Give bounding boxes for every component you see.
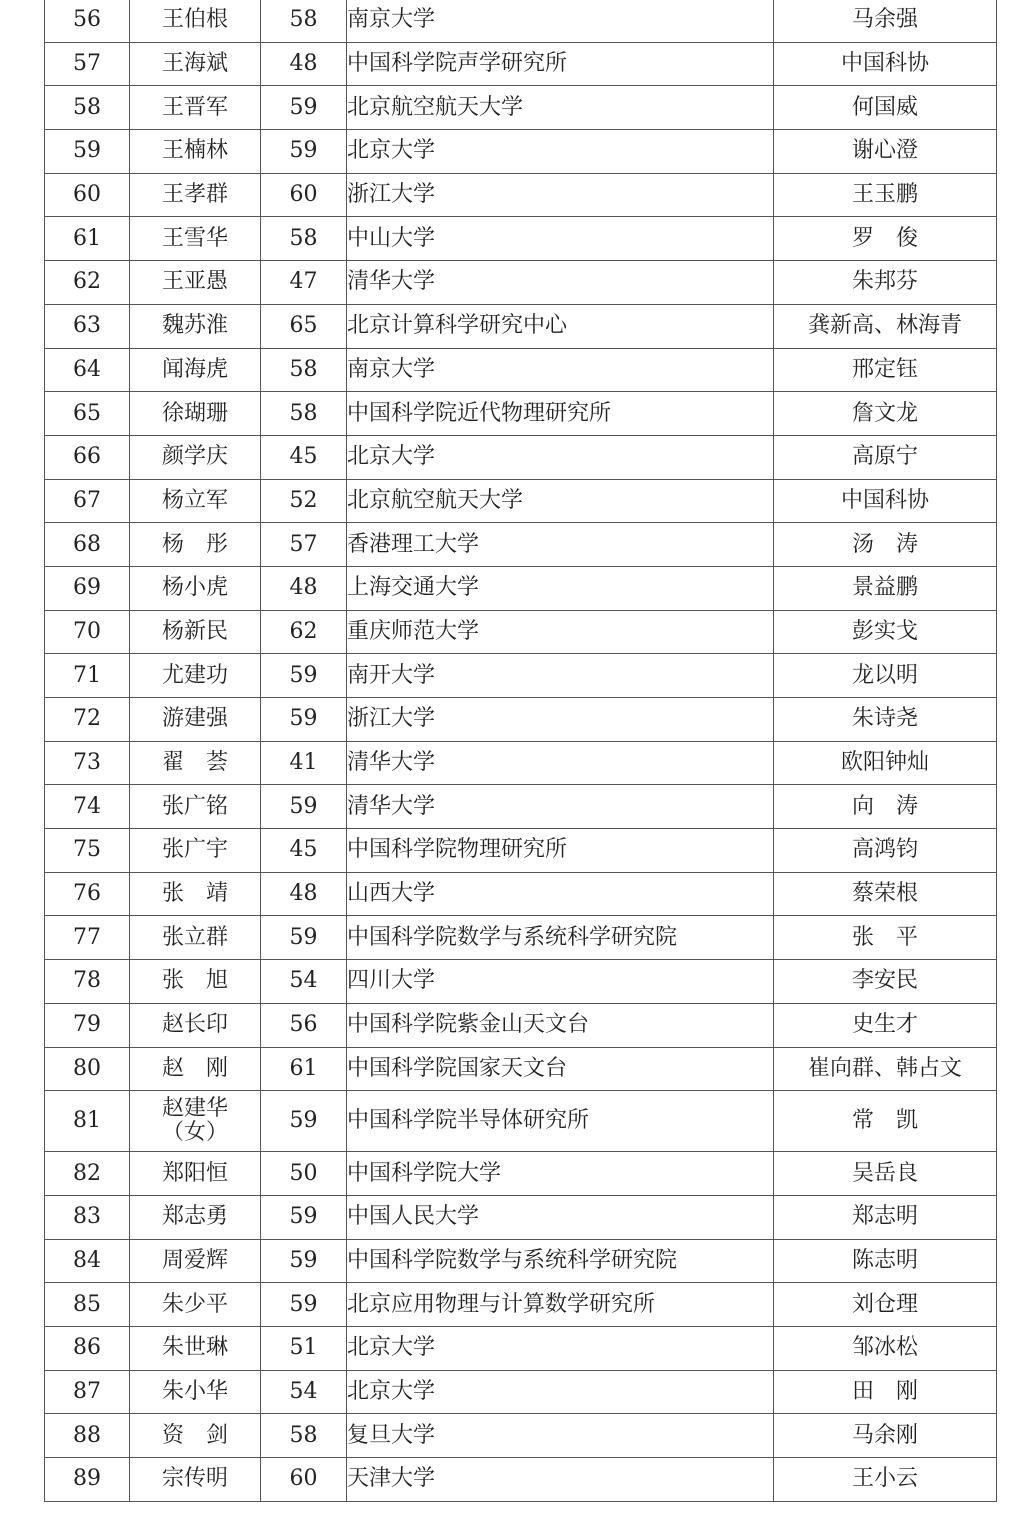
nominator: 龙以明 (774, 654, 997, 698)
candidate-institution: 南京大学 (347, 348, 774, 392)
nominator: 蔡荣根 (774, 872, 997, 916)
candidate-name: 张 靖 (130, 872, 261, 916)
nominator: 欧阳钟灿 (774, 741, 997, 785)
candidate-age: 52 (261, 479, 347, 523)
candidate-name: 周爱辉 (130, 1239, 261, 1283)
nominator: 马余刚 (774, 1414, 997, 1458)
nominator: 中国科协 (774, 42, 997, 86)
candidate-age: 50 (261, 1152, 347, 1196)
candidate-name: 朱小华 (130, 1370, 261, 1414)
table-row (45, 566, 997, 610)
table-row (45, 392, 997, 436)
candidate-name (130, 1091, 261, 1152)
row-number: 67 (45, 479, 130, 523)
row-number: 64 (45, 348, 130, 392)
candidate-institution: 北京大学 (347, 1326, 774, 1370)
table-row (45, 1239, 997, 1283)
nominator: 郑志明 (774, 1195, 997, 1239)
row-number: 62 (45, 261, 130, 305)
candidate-name: 尤建功 (130, 654, 261, 698)
table-row (45, 304, 997, 348)
candidate-age: 58 (261, 392, 347, 436)
table-row (45, 785, 997, 829)
candidate-name: 郑阳恒 (130, 1152, 261, 1196)
candidate-age: 45 (261, 829, 347, 873)
candidate-age: 59 (261, 1239, 347, 1283)
candidate-age: 59 (261, 1283, 347, 1327)
candidate-name: 王亚愚 (130, 261, 261, 305)
nominator: 邢定钰 (774, 348, 997, 392)
nominator: 詹文龙 (774, 392, 997, 436)
candidate-name: 杨 彤 (130, 523, 261, 567)
candidate-name: 王晋军 (130, 86, 261, 130)
candidate-name: 王楠林 (130, 130, 261, 174)
candidate-name: 郑志勇 (130, 1195, 261, 1239)
candidate-institution: 北京应用物理与计算数学研究所 (347, 1283, 774, 1327)
candidate-age: 56 (261, 1003, 347, 1047)
candidate-age: 51 (261, 1326, 347, 1370)
row-number: 82 (45, 1152, 130, 1196)
row-number: 77 (45, 916, 130, 960)
nominator: 王小云 (774, 1458, 997, 1502)
candidate-name: 王孝群 (130, 173, 261, 217)
table-row (45, 829, 997, 873)
nominator: 刘仓理 (774, 1283, 997, 1327)
table-row (45, 1047, 997, 1091)
candidate-age: 59 (261, 698, 347, 742)
candidate-age: 59 (261, 1091, 347, 1152)
table-row (45, 1414, 997, 1458)
nominator: 马余强 (774, 0, 997, 42)
candidate-name: 杨小虎 (130, 566, 261, 610)
candidate-institution: 清华大学 (347, 741, 774, 785)
nominator: 汤 涛 (774, 523, 997, 567)
row-number: 60 (45, 173, 130, 217)
table-row (45, 872, 997, 916)
candidate-age: 58 (261, 0, 347, 42)
table-row (45, 1091, 997, 1152)
candidate-name: 王雪华 (130, 217, 261, 261)
candidate-name: 杨新民 (130, 610, 261, 654)
candidate-institution: 清华大学 (347, 261, 774, 305)
table-row (45, 1326, 997, 1370)
row-number: 83 (45, 1195, 130, 1239)
table-row (45, 654, 997, 698)
candidate-institution: 清华大学 (347, 785, 774, 829)
candidate-age: 60 (261, 173, 347, 217)
nominator: 中国科协 (774, 479, 997, 523)
candidate-name: 游建强 (130, 698, 261, 742)
row-number: 66 (45, 435, 130, 479)
table-row (45, 1283, 997, 1327)
candidate-age: 54 (261, 960, 347, 1004)
candidate-table (44, 0, 997, 1502)
candidate-age: 57 (261, 523, 347, 567)
row-number: 79 (45, 1003, 130, 1047)
candidate-age: 59 (261, 86, 347, 130)
nominator: 朱诗尧 (774, 698, 997, 742)
table-row (45, 348, 997, 392)
candidate-name: 张立群 (130, 916, 261, 960)
nominator: 高鸿钧 (774, 829, 997, 873)
candidate-name: 王伯根 (130, 0, 261, 42)
row-number: 88 (45, 1414, 130, 1458)
nominator: 张 平 (774, 916, 997, 960)
row-number: 80 (45, 1047, 130, 1091)
nominator: 田 刚 (774, 1370, 997, 1414)
nominator: 邹冰松 (774, 1326, 997, 1370)
nominator: 朱邦芬 (774, 261, 997, 305)
row-number: 72 (45, 698, 130, 742)
candidate-age: 58 (261, 348, 347, 392)
candidate-institution: 中国科学院物理研究所 (347, 829, 774, 873)
candidate-institution: 中国科学院声学研究所 (347, 42, 774, 86)
candidate-institution: 中国科学院大学 (347, 1152, 774, 1196)
row-number: 57 (45, 42, 130, 86)
candidate-name: 王海斌 (130, 42, 261, 86)
candidate-institution: 中国科学院数学与系统科学研究院 (347, 916, 774, 960)
table-row (45, 698, 997, 742)
candidate-name: 宗传明 (130, 1458, 261, 1502)
candidate-institution: 南开大学 (347, 654, 774, 698)
candidate-age: 65 (261, 304, 347, 348)
nominator: 向 涛 (774, 785, 997, 829)
candidate-name: 闻海虎 (130, 348, 261, 392)
candidate-table-body (45, 0, 997, 1501)
candidate-institution: 中国科学院数学与系统科学研究院 (347, 1239, 774, 1283)
nominator: 景益鹏 (774, 566, 997, 610)
candidate-institution: 北京大学 (347, 1370, 774, 1414)
candidate-institution: 天津大学 (347, 1458, 774, 1502)
candidate-age: 41 (261, 741, 347, 785)
row-number: 78 (45, 960, 130, 1004)
candidate-institution: 复旦大学 (347, 1414, 774, 1458)
table-row (45, 0, 997, 42)
candidate-institution: 香港理工大学 (347, 523, 774, 567)
table-row (45, 479, 997, 523)
nominator: 常 凯 (774, 1091, 997, 1152)
candidate-institution: 北京航空航天大学 (347, 479, 774, 523)
candidate-age: 59 (261, 130, 347, 174)
table-row (45, 42, 997, 86)
nominator: 龚新高、林海青 (774, 304, 997, 348)
candidate-age: 60 (261, 1458, 347, 1502)
table-row (45, 610, 997, 654)
row-number: 70 (45, 610, 130, 654)
row-number: 73 (45, 741, 130, 785)
row-number: 61 (45, 217, 130, 261)
candidate-name: 资 剑 (130, 1414, 261, 1458)
candidate-age: 47 (261, 261, 347, 305)
table-row (45, 173, 997, 217)
nominator: 高原宁 (774, 435, 997, 479)
candidate-institution: 中山大学 (347, 217, 774, 261)
candidate-name: 翟 荟 (130, 741, 261, 785)
nominator: 罗 俊 (774, 217, 997, 261)
nominator: 彭实戈 (774, 610, 997, 654)
candidate-institution: 上海交通大学 (347, 566, 774, 610)
candidate-institution: 中国人民大学 (347, 1195, 774, 1239)
table-row (45, 1152, 997, 1196)
nominator: 陈志明 (774, 1239, 997, 1283)
candidate-institution: 重庆师范大学 (347, 610, 774, 654)
candidate-name: 赵 刚 (130, 1047, 261, 1091)
candidate-age: 45 (261, 435, 347, 479)
candidate-name: 张 旭 (130, 960, 261, 1004)
candidate-institution: 中国科学院半导体研究所 (347, 1091, 774, 1152)
candidate-gender-note: （女） (161, 1120, 228, 1146)
row-number: 89 (45, 1458, 130, 1502)
row-number: 59 (45, 130, 130, 174)
candidate-name: 颜学庆 (130, 435, 261, 479)
candidate-age: 48 (261, 42, 347, 86)
row-number: 76 (45, 872, 130, 916)
candidate-name: 魏苏淮 (130, 304, 261, 348)
table-row (45, 1370, 997, 1414)
candidate-institution: 中国科学院国家天文台 (347, 1047, 774, 1091)
candidate-name: 赵长印 (130, 1003, 261, 1047)
candidate-institution: 北京大学 (347, 130, 774, 174)
candidate-age: 59 (261, 1195, 347, 1239)
candidate-name: 杨立军 (130, 479, 261, 523)
candidate-name: 朱少平 (130, 1283, 261, 1327)
row-number: 74 (45, 785, 130, 829)
candidate-age: 54 (261, 1370, 347, 1414)
candidate-age: 48 (261, 566, 347, 610)
row-number: 81 (45, 1091, 130, 1152)
table-row (45, 916, 997, 960)
row-number: 63 (45, 304, 130, 348)
candidate-institution: 北京计算科学研究中心 (347, 304, 774, 348)
candidate-age: 62 (261, 610, 347, 654)
row-number: 68 (45, 523, 130, 567)
row-number: 86 (45, 1326, 130, 1370)
candidate-age: 59 (261, 654, 347, 698)
nominator: 吴岳良 (774, 1152, 997, 1196)
table-row (45, 130, 997, 174)
row-number: 75 (45, 829, 130, 873)
candidate-name: 张广铭 (130, 785, 261, 829)
table-row (45, 86, 997, 130)
row-number: 56 (45, 0, 130, 42)
nominator: 何国威 (774, 86, 997, 130)
row-number: 69 (45, 566, 130, 610)
nominator: 谢心澄 (774, 130, 997, 174)
candidate-age: 59 (261, 785, 347, 829)
row-number: 58 (45, 86, 130, 130)
candidate-age: 58 (261, 1414, 347, 1458)
candidate-institution: 四川大学 (347, 960, 774, 1004)
table-row (45, 1458, 997, 1502)
table-row (45, 217, 997, 261)
row-number: 71 (45, 654, 130, 698)
row-number: 84 (45, 1239, 130, 1283)
candidate-institution: 浙江大学 (347, 173, 774, 217)
table-row (45, 261, 997, 305)
table-row (45, 741, 997, 785)
candidate-institution: 山西大学 (347, 872, 774, 916)
candidate-institution: 中国科学院紫金山天文台 (347, 1003, 774, 1047)
candidate-age: 58 (261, 217, 347, 261)
table-row (45, 1003, 997, 1047)
candidate-name-text: 赵建华 (161, 1096, 228, 1122)
table-row (45, 1195, 997, 1239)
candidate-institution: 浙江大学 (347, 698, 774, 742)
table-row (45, 523, 997, 567)
candidate-age: 61 (261, 1047, 347, 1091)
nominator: 崔向群、韩占文 (774, 1047, 997, 1091)
candidate-name: 张广宇 (130, 829, 261, 873)
nominator: 王玉鹏 (774, 173, 997, 217)
nominator: 史生才 (774, 1003, 997, 1047)
candidate-institution: 中国科学院近代物理研究所 (347, 392, 774, 436)
table-row (45, 435, 997, 479)
candidate-institution: 北京大学 (347, 435, 774, 479)
candidate-institution: 北京航空航天大学 (347, 86, 774, 130)
row-number: 85 (45, 1283, 130, 1327)
candidate-name: 朱世琳 (130, 1326, 261, 1370)
candidate-name: 徐瑚珊 (130, 392, 261, 436)
table-row (45, 960, 997, 1004)
row-number: 65 (45, 392, 130, 436)
candidate-institution: 南京大学 (347, 0, 774, 42)
candidate-age: 48 (261, 872, 347, 916)
row-number: 87 (45, 1370, 130, 1414)
candidate-age: 59 (261, 916, 347, 960)
nominator: 李安民 (774, 960, 997, 1004)
